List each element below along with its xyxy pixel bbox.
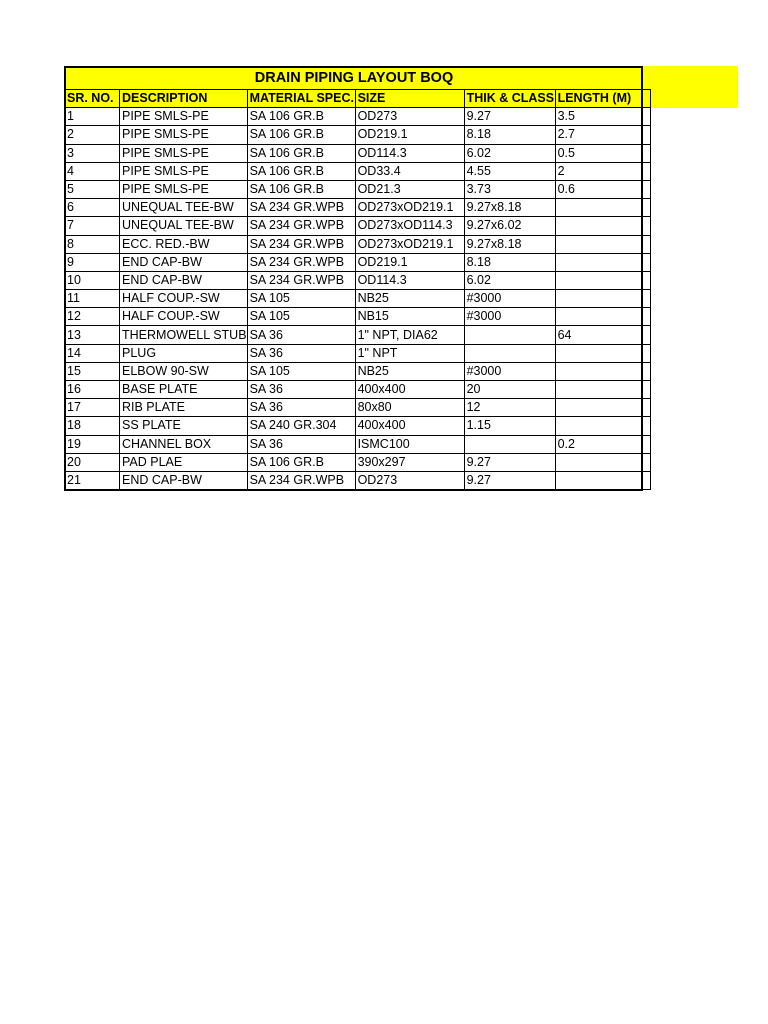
table-row xyxy=(65,162,651,180)
cell-description[interactable]: HALF COUP.-SW xyxy=(120,308,248,326)
cell-material-spec[interactable]: SA 234 GR.WPB xyxy=(247,199,355,217)
cell-description[interactable]: BASE PLATE xyxy=(120,381,248,399)
cell-length[interactable] xyxy=(555,235,650,253)
cell-description[interactable]: ECC. RED.-BW xyxy=(120,235,248,253)
cell-material-spec[interactable]: SA 105 xyxy=(247,362,355,380)
table-row xyxy=(65,399,651,417)
cell-material-spec[interactable]: SA 36 xyxy=(247,326,355,344)
cell-description[interactable]: END CAP-BW xyxy=(120,253,248,271)
cell-thik-class[interactable]: 20 xyxy=(464,381,555,399)
cell-sr-no[interactable]: 10 xyxy=(65,271,120,289)
cell-size[interactable]: OD114.3 xyxy=(355,271,464,289)
table-row xyxy=(65,344,651,362)
table-row xyxy=(65,290,651,308)
cell-length[interactable] xyxy=(555,381,650,399)
cell-thik-class[interactable]: 6.02 xyxy=(464,271,555,289)
cell-description[interactable]: END CAP-BW xyxy=(120,471,248,489)
cell-material-spec[interactable]: SA 105 xyxy=(247,290,355,308)
table-row xyxy=(65,417,651,435)
cell-description[interactable]: PIPE SMLS-PE xyxy=(120,144,248,162)
cell-description[interactable]: PLUG xyxy=(120,344,248,362)
cell-sr-no[interactable]: 15 xyxy=(65,362,120,380)
cell-size[interactable]: OD273xOD114.3 xyxy=(355,217,464,235)
cell-size[interactable]: NB25 xyxy=(355,290,464,308)
cell-length[interactable] xyxy=(555,344,650,362)
cell-size[interactable]: OD273 xyxy=(355,108,464,126)
cell-material-spec[interactable]: SA 36 xyxy=(247,435,355,453)
cell-length[interactable] xyxy=(555,217,650,235)
cell-sr-no[interactable]: 3 xyxy=(65,144,120,162)
cell-sr-no[interactable]: 13 xyxy=(65,326,120,344)
table-row xyxy=(65,253,651,271)
cell-length[interactable] xyxy=(555,199,650,217)
cell-thik-class[interactable]: #3000 xyxy=(464,362,555,380)
cell-length[interactable]: 64 xyxy=(555,326,650,344)
cell-description[interactable]: CHANNEL BOX xyxy=(120,435,248,453)
cell-thik-class[interactable]: 9.27 xyxy=(464,471,555,489)
cell-size[interactable]: 80x80 xyxy=(355,399,464,417)
cell-length[interactable]: 2.7 xyxy=(555,126,650,144)
table-row xyxy=(65,108,651,126)
cell-size[interactable]: OD273 xyxy=(355,471,464,489)
cell-thik-class[interactable] xyxy=(464,435,555,453)
cell-size[interactable]: OD33.4 xyxy=(355,162,464,180)
cell-length[interactable]: 0.5 xyxy=(555,144,650,162)
cell-sr-no[interactable]: 16 xyxy=(65,381,120,399)
cell-length[interactable]: 0.2 xyxy=(555,435,650,453)
cell-material-spec[interactable]: SA 234 GR.WPB xyxy=(247,235,355,253)
table-row xyxy=(65,235,651,253)
cell-material-spec[interactable]: SA 234 GR.WPB xyxy=(247,253,355,271)
cell-thik-class[interactable]: #3000 xyxy=(464,290,555,308)
cell-description[interactable]: PIPE SMLS-PE xyxy=(120,180,248,198)
cell-description[interactable]: PIPE SMLS-PE xyxy=(120,108,248,126)
table-row xyxy=(65,471,651,489)
cell-description[interactable]: PIPE SMLS-PE xyxy=(120,126,248,144)
cell-sr-no[interactable]: 9 xyxy=(65,253,120,271)
cell-thik-class[interactable]: 8.18 xyxy=(464,126,555,144)
cell-length[interactable] xyxy=(555,417,650,435)
header-sr-no[interactable]: SR. NO. xyxy=(65,90,120,108)
cell-material-spec[interactable]: SA 106 GR.B xyxy=(247,144,355,162)
cell-material-spec[interactable]: SA 234 GR.WPB xyxy=(247,217,355,235)
cell-thik-class[interactable] xyxy=(464,344,555,362)
cell-material-spec[interactable]: SA 234 GR.WPB xyxy=(247,271,355,289)
cell-description[interactable]: ELBOW 90-SW xyxy=(120,362,248,380)
table-row xyxy=(65,199,651,217)
table-row xyxy=(65,453,651,471)
cell-thik-class[interactable]: 4.55 xyxy=(464,162,555,180)
cell-sr-no[interactable]: 8 xyxy=(65,235,120,253)
cell-length[interactable] xyxy=(555,453,650,471)
cell-sr-no[interactable]: 21 xyxy=(65,471,120,489)
cell-sr-no[interactable]: 11 xyxy=(65,290,120,308)
cell-thik-class[interactable]: 1.15 xyxy=(464,417,555,435)
cell-material-spec[interactable]: SA 36 xyxy=(247,381,355,399)
table-row xyxy=(65,381,651,399)
table-row xyxy=(65,362,651,380)
cell-thik-class[interactable]: 9.27x8.18 xyxy=(464,199,555,217)
cell-material-spec[interactable]: SA 240 GR.304 xyxy=(247,417,355,435)
cell-thik-class[interactable]: 9.27x8.18 xyxy=(464,235,555,253)
cell-sr-no[interactable]: 4 xyxy=(65,162,120,180)
cell-thik-class[interactable] xyxy=(464,326,555,344)
cell-material-spec[interactable]: SA 36 xyxy=(247,399,355,417)
cell-size[interactable]: NB15 xyxy=(355,308,464,326)
cell-length[interactable]: 0.6 xyxy=(555,180,650,198)
table-body xyxy=(65,108,651,490)
cell-size[interactable]: 400x400 xyxy=(355,381,464,399)
cell-length[interactable] xyxy=(555,362,650,380)
cell-size[interactable]: OD273xOD219.1 xyxy=(355,199,464,217)
cell-size[interactable]: 1" NPT xyxy=(355,344,464,362)
cell-size[interactable]: OD219.1 xyxy=(355,126,464,144)
cell-size[interactable]: 390x297 xyxy=(355,453,464,471)
cell-material-spec[interactable]: SA 234 GR.WPB xyxy=(247,471,355,489)
cell-sr-no[interactable]: 14 xyxy=(65,344,120,362)
cell-size[interactable]: 1" NPT, DIA62 xyxy=(355,326,464,344)
cell-material-spec[interactable]: SA 106 GR.B xyxy=(247,180,355,198)
boq-table xyxy=(64,66,651,490)
cell-sr-no[interactable]: 2 xyxy=(65,126,120,144)
header-thik-class[interactable]: THIK & CLASS xyxy=(464,90,555,108)
cell-length[interactable] xyxy=(555,271,650,289)
cell-material-spec[interactable]: SA 36 xyxy=(247,344,355,362)
cell-thik-class[interactable]: 9.27x6.02 xyxy=(464,217,555,235)
cell-description[interactable]: END CAP-BW xyxy=(120,271,248,289)
cell-length[interactable]: 3.5 xyxy=(555,108,650,126)
cell-sr-no[interactable]: 7 xyxy=(65,217,120,235)
page-title[interactable]: DRAIN PIPING LAYOUT BOQ xyxy=(254,70,454,86)
cell-thik-class[interactable]: #3000 xyxy=(464,308,555,326)
cell-size[interactable]: OD21.3 xyxy=(355,180,464,198)
cell-length[interactable]: 2 xyxy=(555,162,650,180)
cell-length[interactable] xyxy=(555,253,650,271)
table-row xyxy=(65,217,651,235)
cell-description[interactable]: SS PLATE xyxy=(120,417,248,435)
cell-description[interactable]: RIB PLATE xyxy=(120,399,248,417)
cell-sr-no[interactable]: 18 xyxy=(65,417,120,435)
cell-sr-no[interactable]: 17 xyxy=(65,399,120,417)
cell-material-spec[interactable]: SA 105 xyxy=(247,308,355,326)
cell-thik-class[interactable]: 3.73 xyxy=(464,180,555,198)
cell-thik-class[interactable]: 8.18 xyxy=(464,253,555,271)
table-row xyxy=(65,308,651,326)
cell-sr-no[interactable]: 5 xyxy=(65,180,120,198)
cell-description[interactable]: THERMOWELL STUB xyxy=(120,326,248,344)
cell-description[interactable]: UNEQUAL TEE-BW xyxy=(120,217,248,235)
header-description[interactable]: DESCRIPTION xyxy=(120,90,248,108)
cell-length[interactable] xyxy=(555,308,650,326)
cell-sr-no[interactable]: 20 xyxy=(65,453,120,471)
header-length[interactable]: LENGTH (M) xyxy=(555,90,650,108)
table-row xyxy=(65,271,651,289)
cell-sr-no[interactable]: 1 xyxy=(65,108,120,126)
cell-description[interactable]: HALF COUP.-SW xyxy=(120,290,248,308)
cell-sr-no[interactable]: 12 xyxy=(65,308,120,326)
table-row xyxy=(65,144,651,162)
header-row xyxy=(65,90,651,108)
cell-size[interactable]: OD219.1 xyxy=(355,253,464,271)
cell-thik-class[interactable]: 9.27 xyxy=(464,108,555,126)
cell-description[interactable]: PAD PLAE xyxy=(120,453,248,471)
table-row xyxy=(65,326,651,344)
cell-description[interactable]: PIPE SMLS-PE xyxy=(120,162,248,180)
cell-size[interactable]: OD114.3 xyxy=(355,144,464,162)
cell-material-spec[interactable]: SA 106 GR.B xyxy=(247,162,355,180)
cell-material-spec[interactable]: SA 106 GR.B xyxy=(247,453,355,471)
cell-size[interactable]: NB25 xyxy=(355,362,464,380)
cell-thik-class[interactable]: 9.27 xyxy=(464,453,555,471)
cell-thik-class[interactable]: 12 xyxy=(464,399,555,417)
cell-size[interactable]: OD273xOD219.1 xyxy=(355,235,464,253)
cell-material-spec[interactable]: SA 106 GR.B xyxy=(247,108,355,126)
cell-sr-no[interactable]: 6 xyxy=(65,199,120,217)
cell-size[interactable]: ISMC100 xyxy=(355,435,464,453)
header-material-spec[interactable]: MATERIAL SPEC. xyxy=(247,90,355,108)
header-size[interactable]: SIZE xyxy=(355,90,464,108)
cell-thik-class[interactable]: 6.02 xyxy=(464,144,555,162)
cell-length[interactable] xyxy=(555,290,650,308)
cell-size[interactable]: 400x400 xyxy=(355,417,464,435)
table-row xyxy=(65,435,651,453)
table-row xyxy=(65,126,651,144)
cell-length[interactable] xyxy=(555,399,650,417)
cell-description[interactable]: UNEQUAL TEE-BW xyxy=(120,199,248,217)
cell-length[interactable] xyxy=(555,471,650,489)
cell-sr-no[interactable]: 19 xyxy=(65,435,120,453)
cell-material-spec[interactable]: SA 106 GR.B xyxy=(247,126,355,144)
table-row xyxy=(65,180,651,198)
